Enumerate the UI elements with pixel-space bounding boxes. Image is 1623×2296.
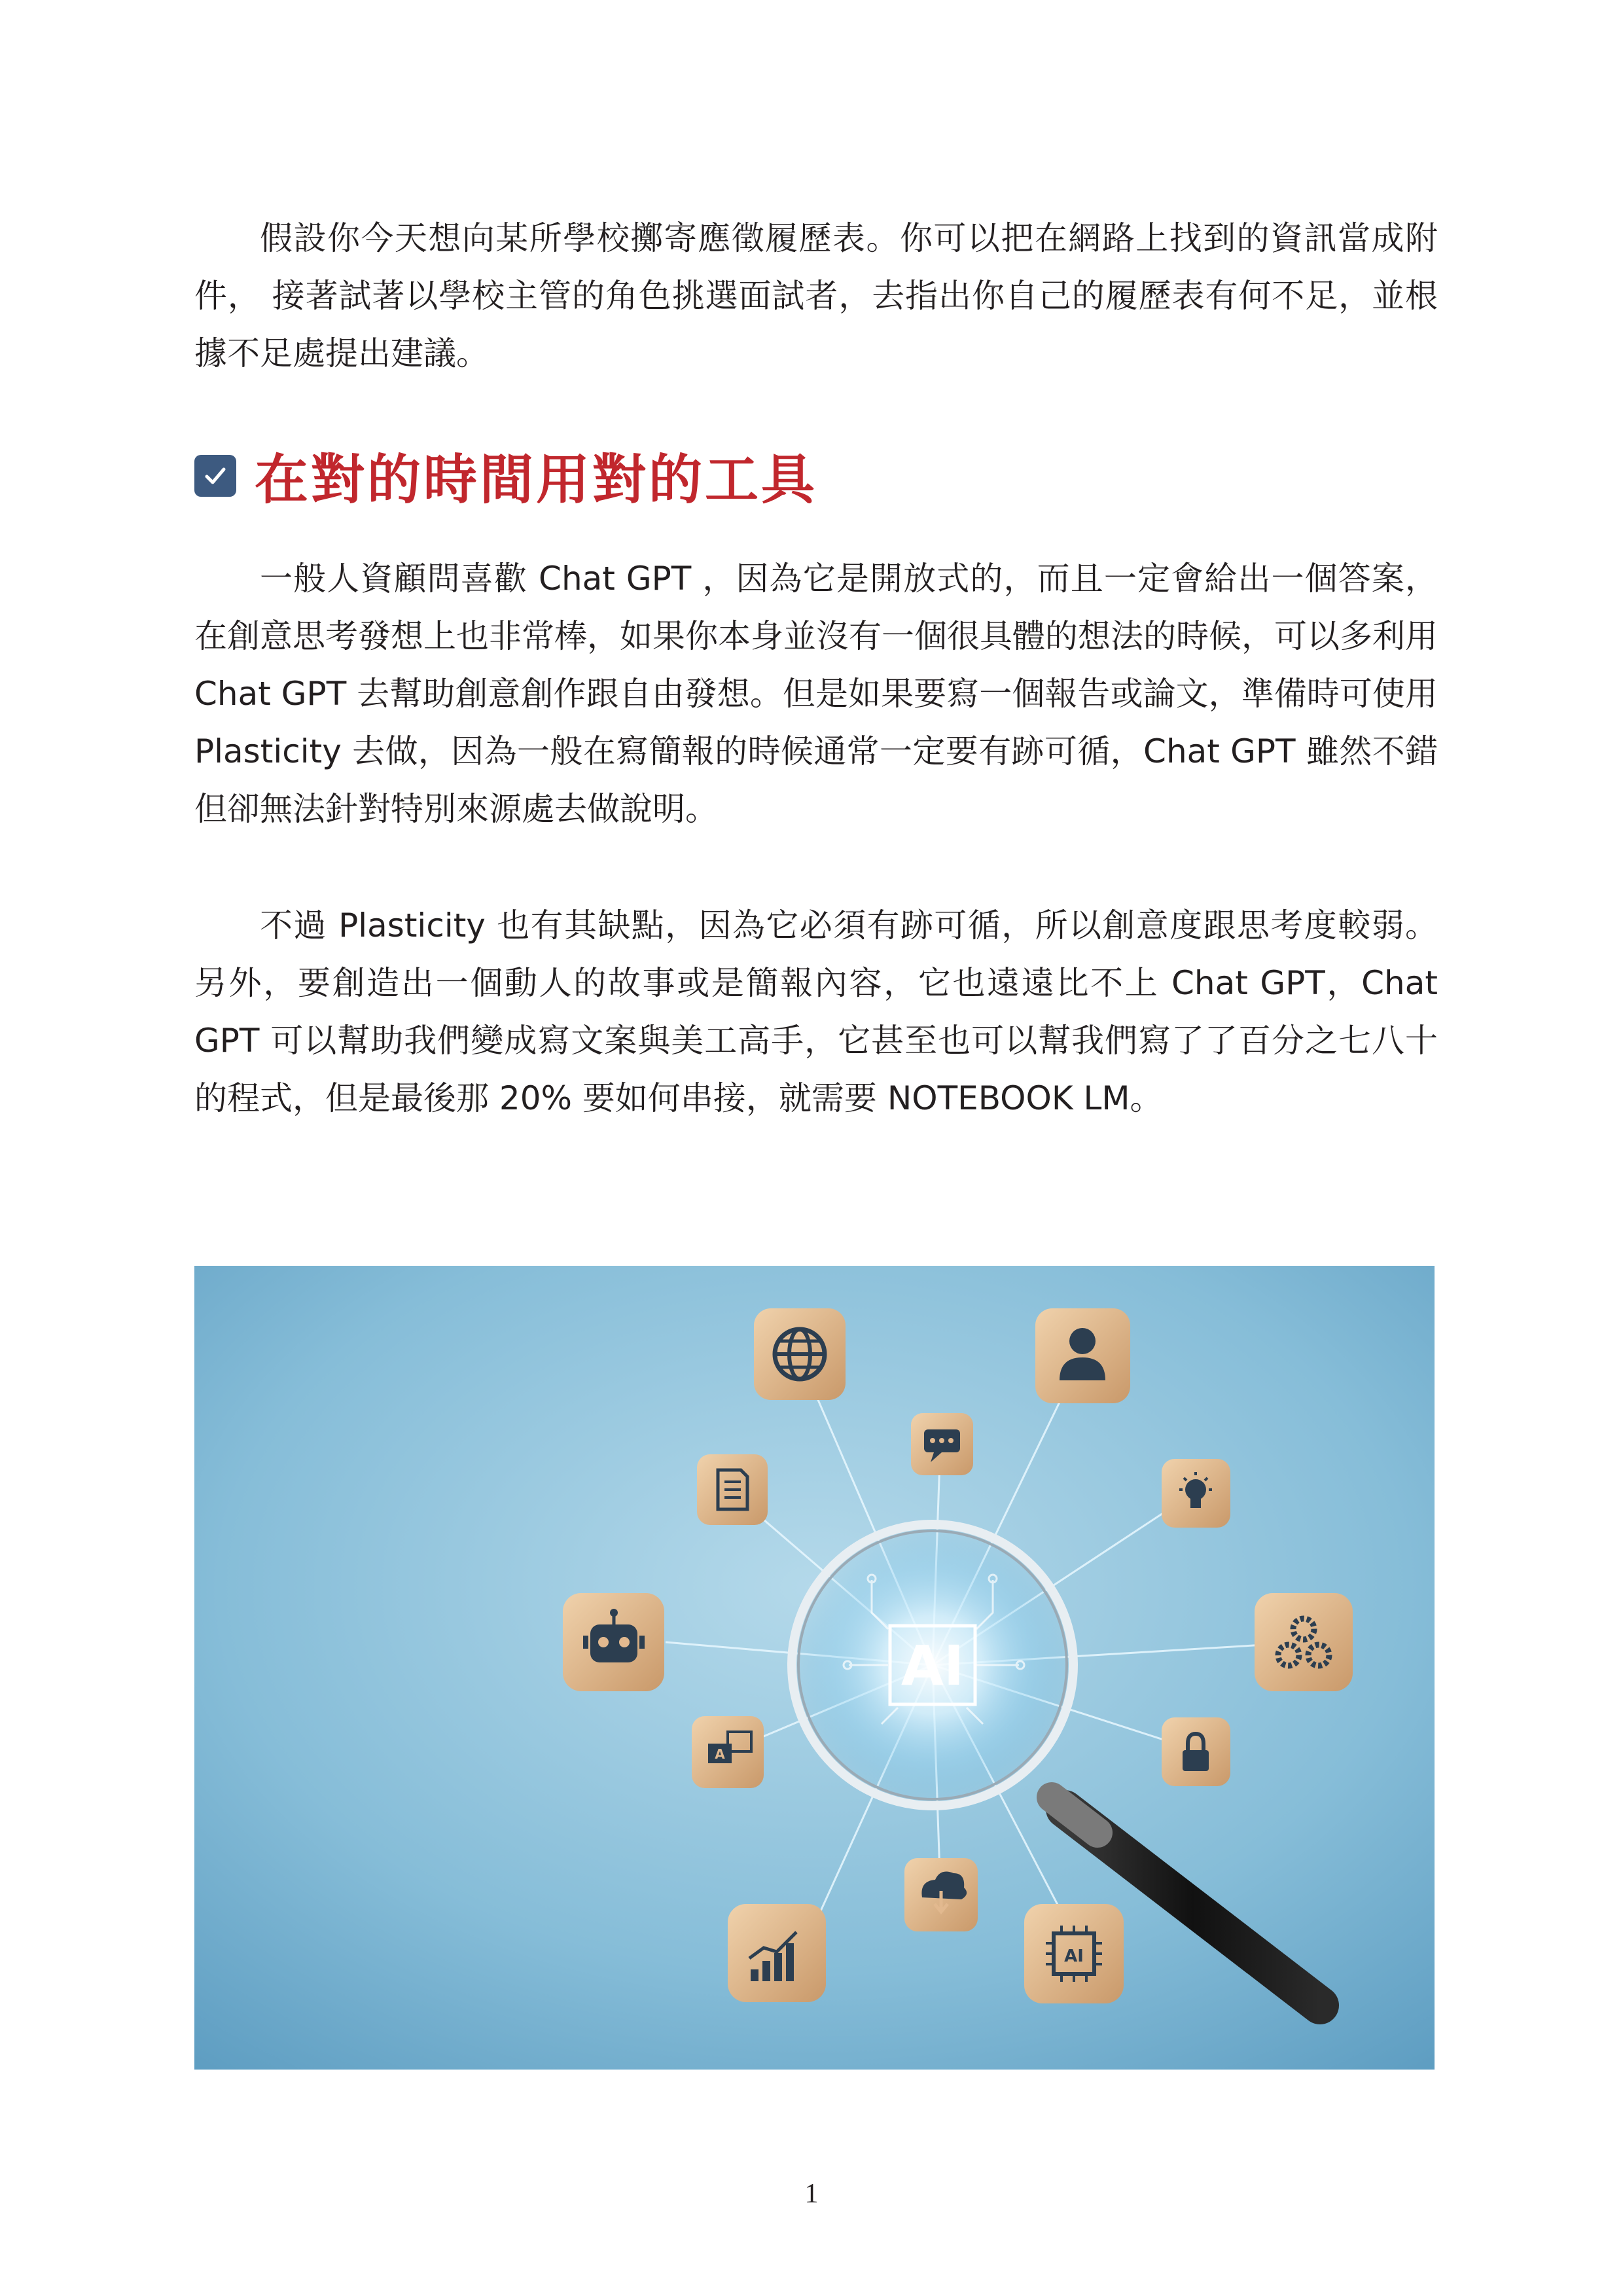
- section-heading: [194, 437, 817, 514]
- robot-icon: [563, 1593, 664, 1691]
- user-icon: [1035, 1308, 1130, 1403]
- body-paragraph-chatgpt: 一般人資顧問喜歡 Chat GPT ，因為它是開放式的，而且一定會給出一個答案，在創意思考發想上也非常棒，如果你本身並沒有一個很具體的想法的時候，可以多利用 Chat GPT 去幫助創意創作跟自由發想。但是如果要寫一個報告或論文，準備時可使用 Plasticity 去做，因為一般在寫簡報的時候通常一定要有跡可循，Chat GPT 雖然不錯但卻無法針對特別來源處去做說明。: [194, 560, 1438, 828]
- chart-icon: [728, 1904, 826, 2002]
- lightbulb-icon: [1162, 1459, 1230, 1528]
- ai-chip-label: AI: [1064, 1946, 1084, 1966]
- globe-icon: [754, 1308, 846, 1400]
- translate-icon: [692, 1716, 764, 1788]
- section-title: 在對的時間用對的工具: [255, 449, 818, 511]
- ai-center-label: AI: [901, 1634, 965, 1698]
- chat-icon: [911, 1413, 973, 1475]
- lock-icon: [1162, 1717, 1230, 1786]
- document-icon: [697, 1454, 768, 1525]
- cloud-download-icon: [904, 1858, 978, 1931]
- intro-paragraph: 假設你今天想向某所學校擲寄應徵履歷表。你可以把在網路上找到的資訊當成附件， 接著試著以學校主管的角色挑選面試者，去指出你自己的履歷表有何不足，並根據不足處提出建議。: [194, 219, 1438, 372]
- gears-icon: [1255, 1593, 1353, 1691]
- svg-text:A: A: [715, 1746, 725, 1762]
- page-number: 1: [804, 2179, 819, 2209]
- checkbox-checked-icon: [194, 455, 236, 497]
- body-paragraph-plasticity: 不過 Plasticity 也有其缺點，因為它必須有跡可循，所以創意度跟思考度較弱。另外，要創造出一個動人的故事或是簡報內容，它也遠遠比不上 Chat GPT，Chat GPT 可以幫助我們變成寫文案與美工高手，它甚至也可以幫我們寫了了百分之七八十的程式，但是最後那 20% 要如何串接，就需要 NOTEBOOK LM。: [194, 906, 1438, 1117]
- ai-illustration: [194, 1266, 1435, 2070]
- ai-chip-icon: [1024, 1904, 1124, 2003]
